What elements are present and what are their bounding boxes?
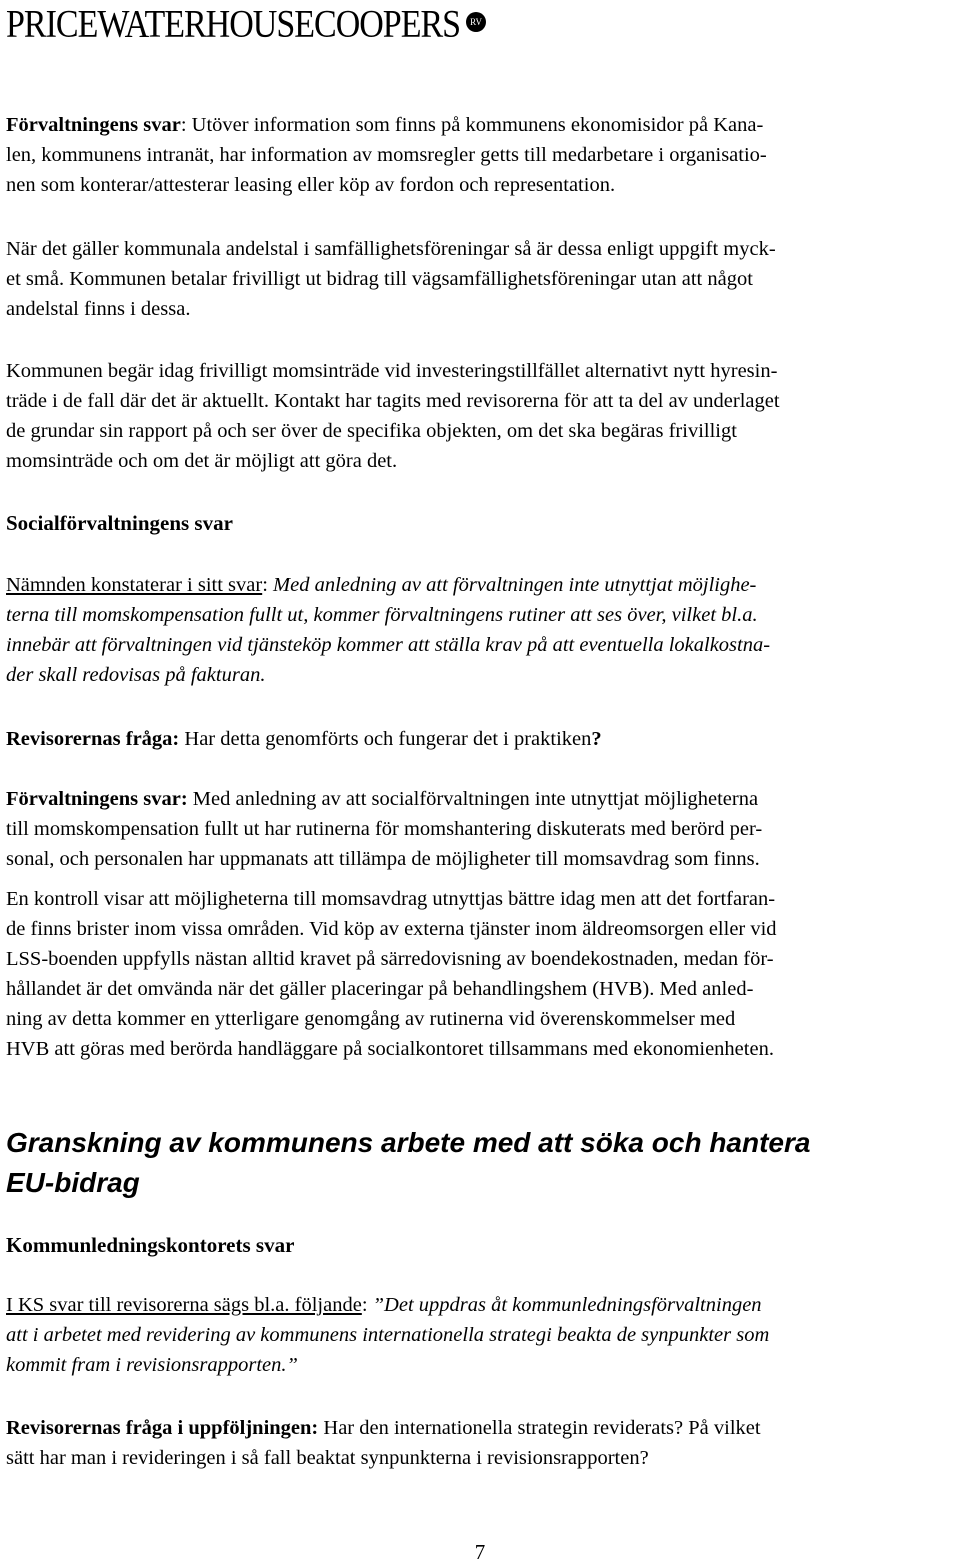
text-line: Har den internationella strategin reviderats? På vilket	[318, 1417, 761, 1439]
text-line: de finns brister inom vissa områden. Vid köp av externa tjänster inom äldreomsorgen eller vid	[6, 918, 777, 940]
text-line: Med anledning av att förvaltningen inte utnyttjat möjlighe-	[273, 574, 757, 596]
separator: :	[361, 1294, 368, 1316]
text-line: der skall redovisas på fakturan.	[6, 664, 266, 686]
paragraph-ks-svar	[6, 1290, 956, 1380]
heading-line: EU-bidrag	[6, 1167, 140, 1198]
text-line: Med anledning av att socialförvaltningen inte utnyttjat möjligheterna	[187, 788, 759, 810]
text-line: terna till momskompensation fullt ut, kommer förvaltningens rutiner att ses över, vilket bl.a.	[6, 604, 758, 626]
text-line: När det gäller kommunala andelstal i samfällighetsföreningar så är dessa enligt uppgift myck-	[6, 238, 776, 260]
page-number: 7	[474, 1540, 486, 1564]
heading-kommunledningskontorets-svar: Kommunledningskontorets svar	[6, 1233, 295, 1257]
text-line: len, kommunens intranät, har information av momsregler getts till medarbetare i organisatio-	[6, 144, 767, 166]
text-line: hållandet är det omvända när det gäller placeringar på behandlingshem (HVB). Med anled-	[6, 978, 754, 1000]
text-line: kommit fram i revisionsrapporten.”	[6, 1354, 298, 1376]
paragraph-forvaltningens-svar-moms	[6, 110, 956, 200]
paragraph-momsintrade	[6, 356, 956, 476]
separator: :	[180, 114, 192, 136]
text-line: sonal, och personalen har uppmanats att tillämpa de möjligheter till momsavdrag som finns.	[6, 848, 760, 870]
text-line: HVB att göras med berörda handläggare på socialkontoret tillsammans med ekonomienheten.	[6, 1038, 774, 1060]
text-line: En kontroll visar att möjligheterna till momsavdrag utnyttjas bättre idag men att det fortfaran-	[6, 888, 776, 910]
label-forvaltningens-svar: Förvaltningens svar:	[6, 788, 188, 810]
paragraph-revisorernas-fraga-uppfoljning	[6, 1413, 956, 1473]
paragraph-revisorernas-fraga	[6, 724, 956, 754]
logo-seal-icon: RV	[466, 12, 486, 32]
text-line: ”Det uppdras åt kommunledningsförvaltningen	[367, 1294, 762, 1316]
text-line: de grundar sin rapport på och ser över de specifika objekten, om det ska begäras frivilligt	[6, 420, 737, 442]
text-line: innebär att förvaltningen vid tjänsteköp kommer att ställa krav på att eventuella lokalkostna-	[6, 634, 771, 656]
label-revisorernas-fraga-uppfoljning: Revisorernas fråga i uppföljningen:	[6, 1417, 319, 1439]
text-line: att i arbetet med revidering av kommunens internationella strategi beakta de synpunkter som	[6, 1324, 770, 1346]
text-line: et små. Kommunen betalar frivilligt ut bidrag till vägsamfällighetsföreningar utan att något	[6, 268, 753, 290]
text-line: ning av detta kommer en ytterligare genomgång av rutinerna vid överenskommelser med	[6, 1008, 736, 1030]
text-line: Utöver information som finns på kommunens ekonomisidor på Kana-	[191, 114, 764, 136]
logo-wordmark: PRICEWATERHOUSECOOPERS	[6, 3, 461, 46]
text-line: momsinträde och om det är möjligt att göra det.	[6, 450, 398, 472]
text-line: träde i de fall där det är aktuellt. Kontakt har tagits med revisorerna för att ta del av underlaget	[6, 390, 780, 412]
text-line: LSS-boenden uppfylls nästan alltid kravet på särredovisning av boendekostnaden, medan för-	[6, 948, 774, 970]
text-line: andelstal finns i dessa.	[6, 298, 191, 320]
label-namnden: Nämnden konstaterar i sitt svar	[6, 574, 263, 596]
question-mark: ?	[591, 728, 602, 750]
text-line: till momskompensation fullt ut har rutinerna för momshantering diskuterats med berörd per-	[6, 818, 763, 840]
label-revisorernas-fraga: Revisorernas fråga:	[6, 728, 180, 750]
heading-line: Granskning av kommunens arbete med att söka och hantera	[6, 1127, 811, 1158]
text-line: Kommunen begär idag frivilligt momsinträde vid investeringstillfället alternativt nytt hyresin-	[6, 360, 778, 382]
separator: :	[262, 574, 274, 596]
pwc-logo	[6, 2, 486, 48]
paragraph-kontroll	[6, 884, 956, 1064]
paragraph-andelstal	[6, 234, 956, 324]
section-heading-eu-bidrag	[6, 1123, 956, 1203]
text-line: nen som konterar/attesterar leasing eller köp av fordon och representation.	[6, 174, 616, 196]
label-ks-svar: I KS svar till revisorerna sägs bl.a. följande	[6, 1294, 362, 1316]
text-line: sätt har man i revideringen i så fall beaktat synpunkterna i revisionsrapporten?	[6, 1447, 649, 1469]
paragraph-namnden	[6, 570, 956, 690]
label-forvaltningens-svar: Förvaltningens svar	[6, 114, 181, 136]
text-line: Har detta genomförts och fungerar det i praktiken	[179, 728, 592, 750]
paragraph-forvaltningens-svar-social	[6, 784, 956, 874]
heading-socialforvaltningens-svar: Socialförvaltningens svar	[6, 511, 233, 535]
